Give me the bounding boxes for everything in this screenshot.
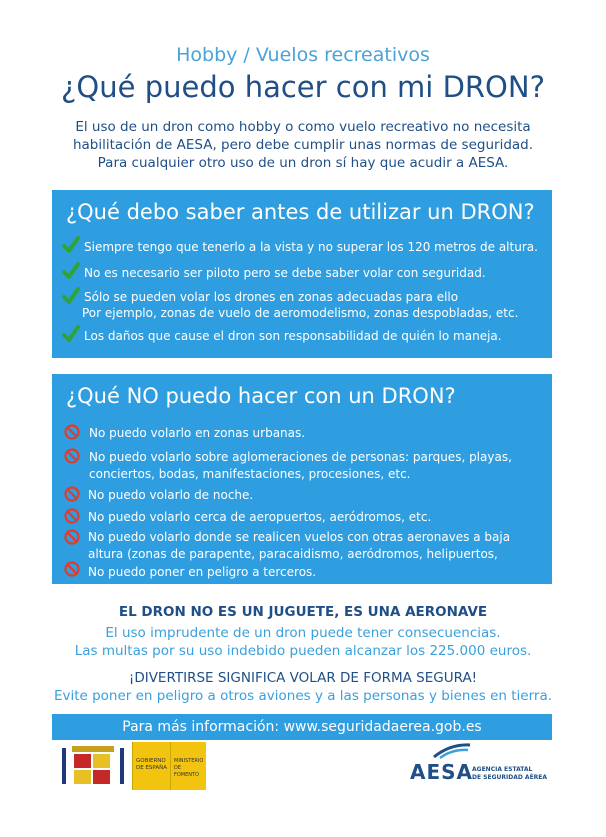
know-before-box bbox=[52, 190, 552, 358]
know-item: No es necesario ser piloto pero se debe saber volar con seguridad. bbox=[84, 266, 486, 280]
cannot-do-title: ¿Qué NO puedo hacer con un DRON? bbox=[66, 384, 456, 408]
cannot-item: No puedo volarlo de noche. bbox=[88, 488, 254, 502]
know-before-title: ¿Qué debo saber antes de utilizar un DRON? bbox=[66, 200, 535, 224]
cannot-do-box bbox=[52, 374, 552, 584]
more-info-link[interactable]: Para más información: www.seguridadaerea.gob.es bbox=[122, 719, 482, 735]
headline-fly-safe: ¡DIVERTIRSE SIGNIFICA VOLAR DE FORMA SEGURA! bbox=[128, 670, 478, 686]
check-icon bbox=[62, 287, 80, 305]
page-title: ¿Qué puedo hacer con mi DRON? bbox=[61, 70, 545, 104]
prohibited-icon bbox=[64, 448, 80, 464]
consequences-line: El uso imprudente de un dron puede tener consecuencias. bbox=[105, 625, 501, 641]
aesa-wordmark: AESA bbox=[410, 760, 474, 784]
avoid-danger-line: Evite poner en peligro a otros aviones y a las personas y bienes en tierra. bbox=[53, 688, 553, 704]
headline-not-toy: EL DRON NO ES UN JUGUETE, ES UNA AERONAVE bbox=[118, 604, 488, 620]
cannot-item: No puedo volarlo en zonas urbanas. bbox=[89, 426, 306, 440]
cannot-item-continuation: altura (zonas de parapente, paracaidismo, aeródromos, helipuertos, bbox=[88, 547, 498, 561]
cannot-item: No puedo volarlo sobre aglomeraciones de personas: parques, playas, bbox=[89, 450, 512, 464]
check-icon bbox=[62, 325, 80, 343]
cannot-item: No puedo poner en peligro a terceros. bbox=[88, 565, 317, 579]
prohibited-icon bbox=[64, 424, 80, 440]
fines-line: Las multas por su uso indebido pueden alcanzar los 225.000 euros. bbox=[74, 643, 532, 659]
cannot-item: No puedo volarlo donde se realicen vuelos con otras aeronaves a baja bbox=[88, 530, 511, 544]
subtitle: Hobby / Vuelos recreativos bbox=[176, 44, 430, 66]
know-item-continuation: Por ejemplo, zonas de vuelo de aeromodelismo, zonas despobladas, etc. bbox=[82, 306, 519, 320]
know-item: Siempre tengo que tenerlo a la vista y no superar los 120 metros de altura. bbox=[84, 240, 538, 254]
prohibited-icon bbox=[64, 486, 80, 502]
prohibited-icon bbox=[64, 529, 80, 545]
check-icon bbox=[62, 236, 80, 254]
intro-text bbox=[40, 118, 566, 172]
government-logo bbox=[56, 742, 206, 790]
aesa-agency-name: AGENCIA ESTATAL DE SEGURIDAD AÉREA bbox=[472, 766, 548, 781]
gov-label: GOBIERNO DE ESPAÑA bbox=[136, 758, 168, 771]
prohibited-icon bbox=[64, 508, 80, 524]
intro-line: El uso de un dron como hobby o como vuelo recreativo no necesita bbox=[75, 119, 531, 135]
intro-line: Para cualquier otro uso de un dron sí hay que acudir a AESA. bbox=[97, 155, 509, 171]
cannot-item: No puedo volarlo cerca de aeropuertos, aeródromos, etc. bbox=[88, 510, 432, 524]
know-item: Sólo se pueden volar los drones en zonas adecuadas para ello bbox=[84, 290, 459, 304]
intro-line: habilitación de AESA, pero debe cumplir unas normas de seguridad. bbox=[72, 137, 534, 153]
cannot-item-continuation: conciertos, bodas, manifestaciones, procesiones, etc. bbox=[89, 467, 411, 481]
aesa-wing-icon bbox=[432, 742, 472, 760]
aesa-logo bbox=[410, 740, 560, 790]
ministry-label: MINISTERIO DE FOMENTO bbox=[174, 758, 204, 778]
check-icon bbox=[62, 262, 80, 280]
more-info-bar bbox=[52, 714, 552, 740]
know-item: Los daños que cause el dron son responsabilidad de quién lo maneja. bbox=[84, 329, 502, 343]
prohibited-icon bbox=[64, 561, 80, 577]
